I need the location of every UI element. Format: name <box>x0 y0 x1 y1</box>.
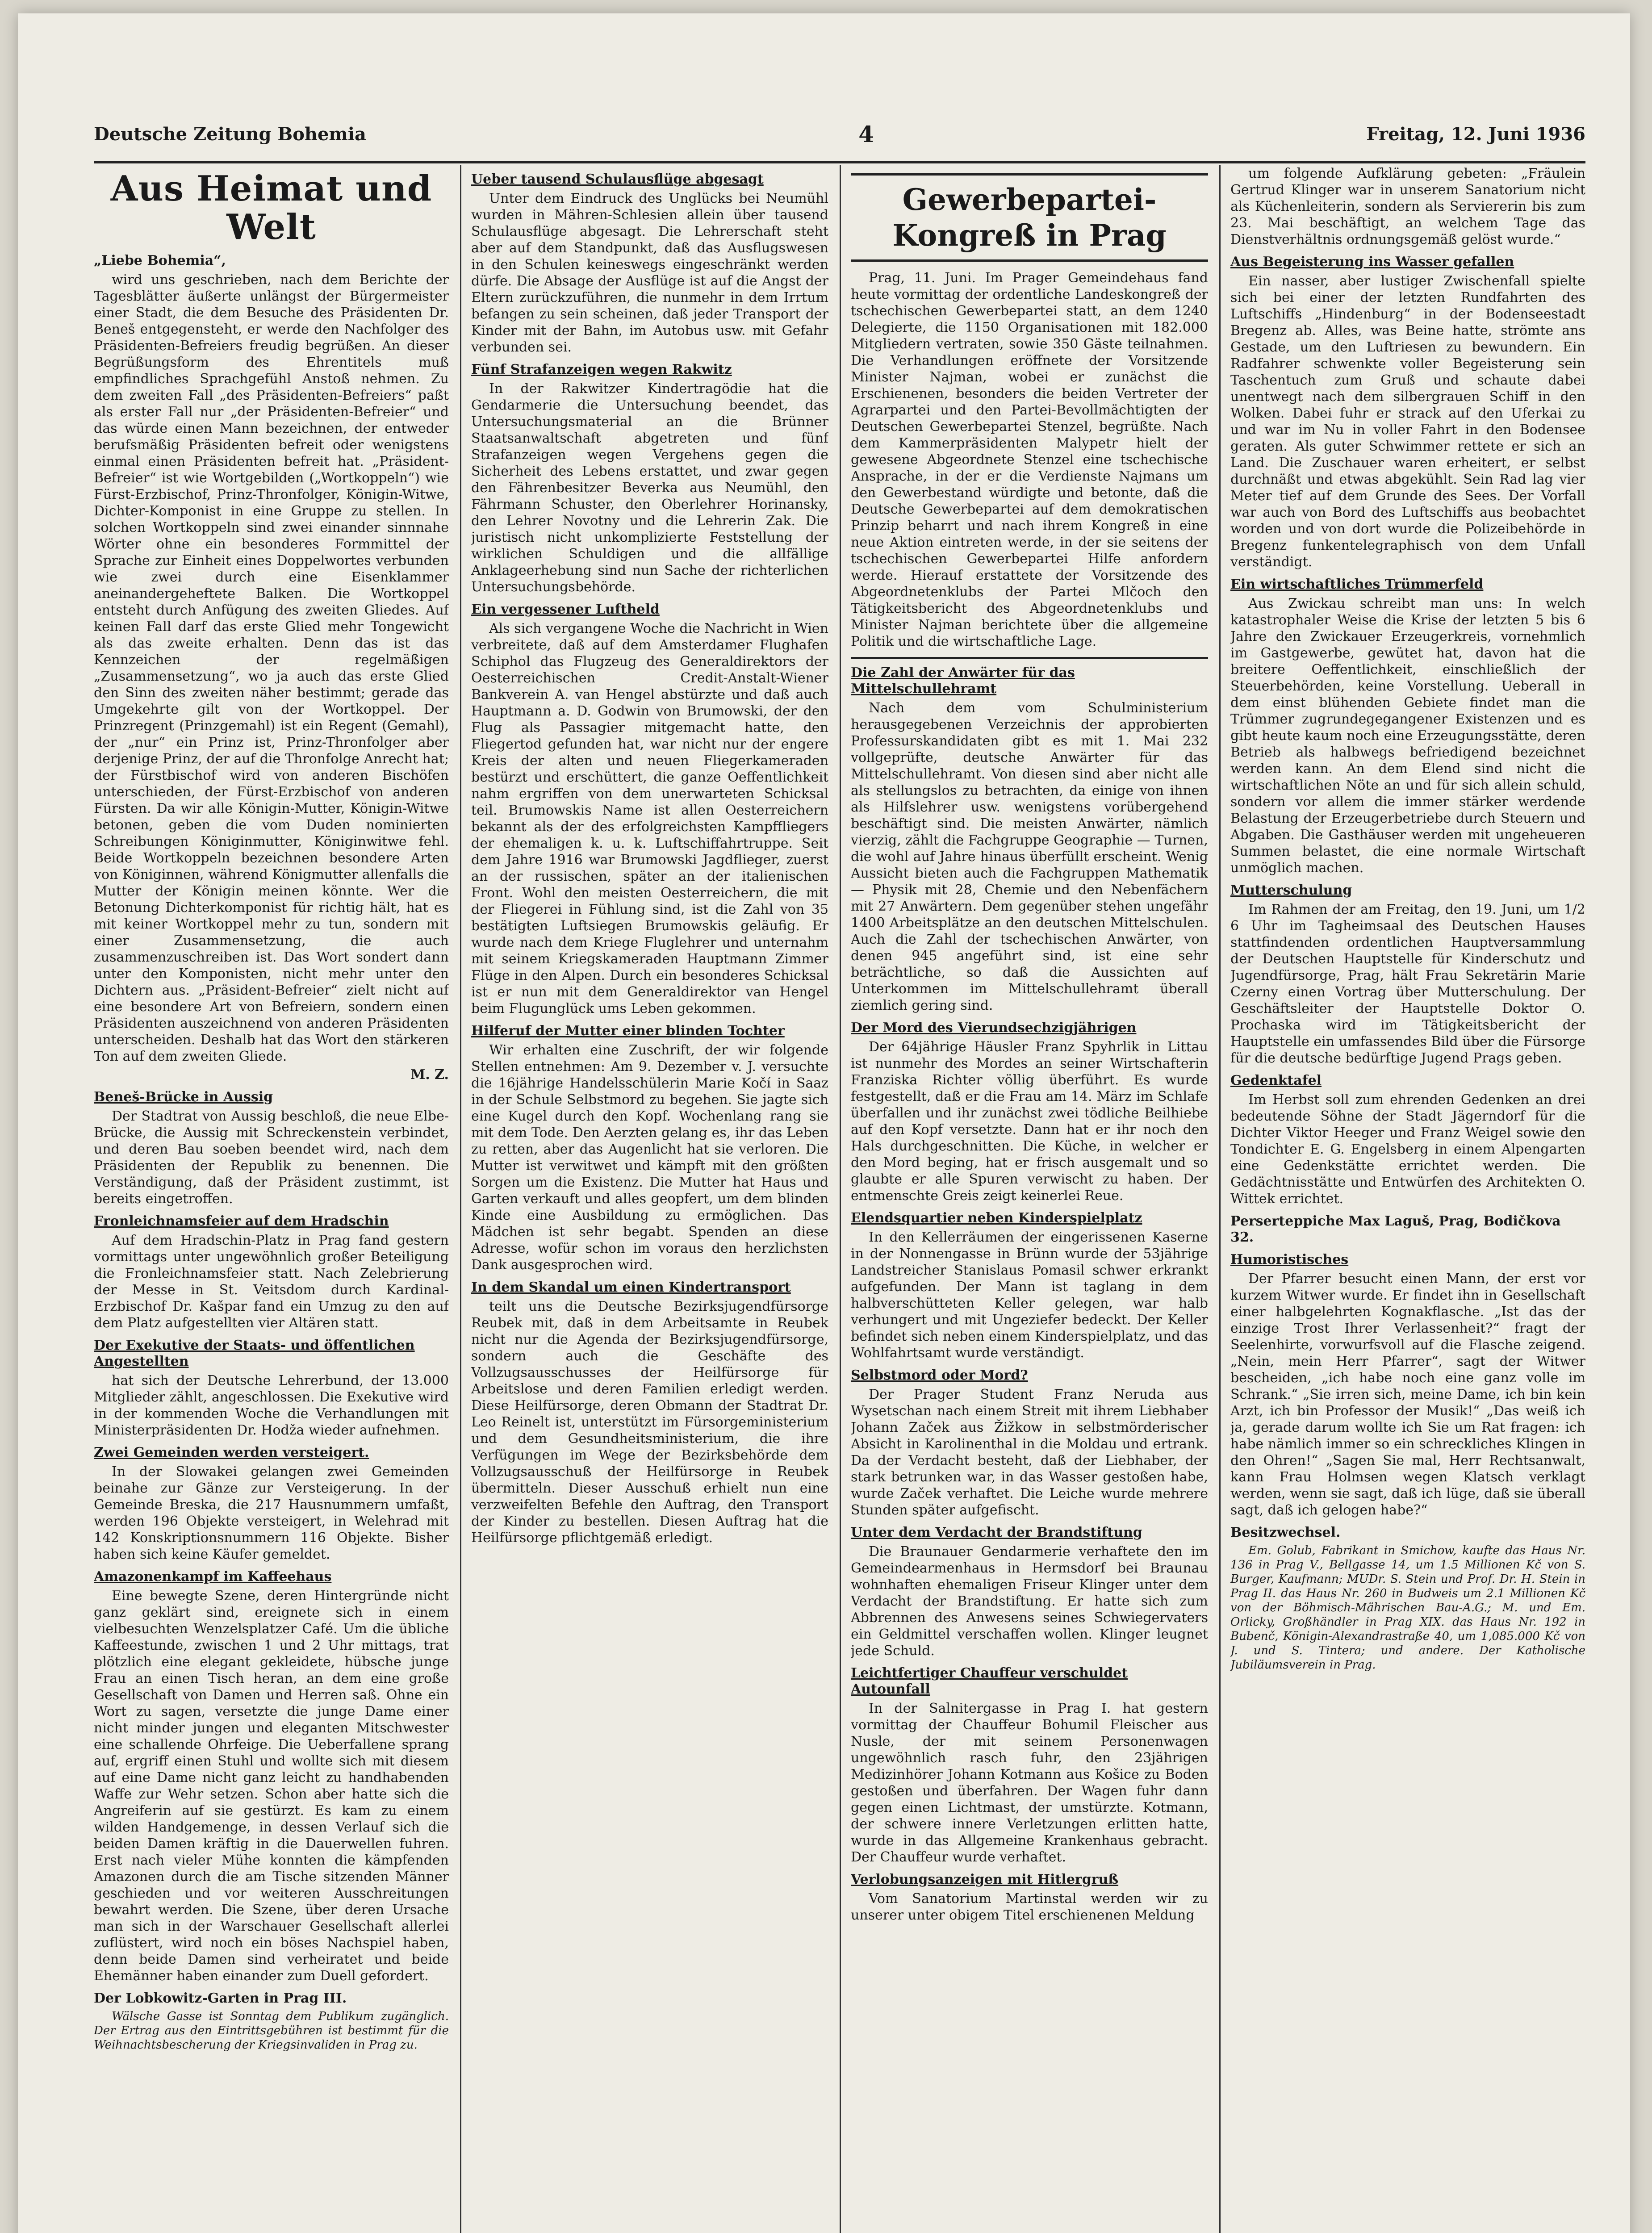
columns <box>94 165 1585 2233</box>
article-body: Vom Sanatorium Martinstal werden wir zu unserer unter obigem Titel erschienenen Meldung <box>851 1891 1208 1923</box>
newspaper-page <box>18 13 1630 2233</box>
article-body: Ein nasser, aber lustiger Zwischenfall spielte sich bei einer der letzten Rundfahrten des Luftschiffs „Hindenburg“ in der Bodenseestadt Bregenz ab. Alles, was Beine hatte, strömte ans Gestade, um den Luftriesen zu bewundern. Ein Radfahrer schwenkte voller Begeisterung sein Taschentuch zum Gruß und schaute dabei unentwegt nach dem silbergrauen Schiff in den Wolken. Dabei fuhr er strack auf den Uferkai zu und war im Nu in voller Fahrt in den Bodensee geraten. Als guter Schwimmer rettete er sich an Land. Die Zuschauer waren erheitert, er selbst durchnäßt und etwas abgekühlt. Sein Rad lag vier Meter tief auf dem Grunde des Sees. Der Vorfall war auch von Bord des Luftschiffs aus beobachtet worden und von dort wurde die Polizeibehörde in Bregenz funkentelegraphisch von dem Unfall verständigt. <box>1230 273 1585 570</box>
article-headline: Der Exekutive der Staats- und öffentlichen Angestellten <box>94 1338 415 1369</box>
article-signature: M. Z. <box>410 1067 449 1083</box>
column-2 <box>471 165 828 2233</box>
column-3 <box>851 165 1208 2233</box>
article-body: Eine bewegte Szene, deren Hintergründe nicht ganz geklärt sind, ereignete sich in einem vielbesuchten Wenzelsplatzer Café. Um die übliche Kaffeestunde, zwischen 1 und 2 Uhr mittags, trat plötzlich eine elegant gekleidete, hübsche junge Frau an einen Tisch heran, an dem eine große Gesellschaft von Damen und Herren saß. Ohne ein Wort zu sagen, versetzte die junge Dame einer nicht minder jungen und eleganten Mitschwester eine schallende Ohrfeige. Die Ueberfallene sprang auf, ergriff einen Stuhl und wollte sich mit diesem auf eine Dame nicht ganz leicht zu handhabenden Waffe zur Wehr setzen. Schon aber hatte sich die Angreiferin auf sie gestürzt. Es kam zu einem wilden Handgemenge, in dessen Verlauf sich die beiden Damen kräftig in die Dauerwellen fuhren. Erst nach vieler Mühe konnten die kämpfenden Amazonen durch die am Tische sitzenden Männer geschieden und vor weiteren Ausschreitungen bewahrt werden. Die Szene, über deren Ursache man sich in der Warschauer Gesellschaft allerlei zuflüstert, wird noch ein böses Nachspiel haben, denn beide Damen sind verheiratet und beide Ehemänner haben einander zum Duell gefordert. <box>94 1588 449 1984</box>
article-headline: Besitzwechsel. <box>1230 1525 1341 1540</box>
article-headline: Ein wirtschaftliches Trümmerfeld <box>1230 577 1484 592</box>
article-body: Der Stadtrat von Aussig beschloß, die neue Elbe-Brücke, die Aussig mit Schreckenstein verbindet, und deren Bau soeben beendet wird, nach dem Präsidenten der Republik zu benennen. Die Verständigung, daß der Präsident zustimmt, ist bereits eingetroffen. <box>94 1108 449 1207</box>
issue-date: Freitag, 12. Juni 1936 <box>1366 123 1585 145</box>
article-headline: Der Lobkowitz-Garten in Prag III. <box>94 1990 347 2006</box>
article-body: In der Rakwitzer Kindertragödie hat die Gendarmerie die Untersuchung beendet, das Untersuchungsmaterial an die Brünner Staatsanwaltschaft abgetreten und fünf Strafanzeigen wegen Vergehens gegen die Sicherheit des Lebens erstattet, und zwar gegen den Fährenbesitzer Beverka aus Neumühl, den Fährmann Schuster, den Oberlehrer Horinansky, den Lehrer Novotny und die Lehrerin Zak. Die juristisch nicht unkomplizierte Feststellung der wirklichen Schuldigen und die allfällige Anklageerhebung sind nun Sache der richterlichen Untersuchungsbehörde. <box>471 381 828 595</box>
article-headline: Die Zahl der Anwärter für das Mittelschullehramt <box>851 665 1075 697</box>
article-body: teilt uns die Deutsche Bezirksjugendfürsorge Reubek mit, daß in dem Arbeitsamte in Reubek nicht nur die Agenda der Bezirksjugendfürsorge, sondern auch die Geschäfte des Vollzugsausschusses der Heilfürsorge für Arbeitslose und deren Familien erledigt werden. Diese Heilfürsorge, deren Obmann der Stadtrat Dr. Leo Reinelt ist, unterstützt im Fürsorgeministerium und dem Gesundheitsministerium, die ihre Verfügungen im Wege der Bezirksbehörde dem Vollzugsausschuß der Heilfürsorge in Reubek übermitteln. Dieser Ausschuß erhielt nun eine verzweifelten Befehle den Auftrag, den Transport der Kinder zu bestellen. Diesen Auftrag hat die Heilfürsorge pflichtgemäß erledigt. <box>471 1299 828 1546</box>
article-body: Der 64jährige Häusler Franz Spyhrlik in Littau ist nunmehr des Mordes an seiner Wirtschafterin Franziska Richter völlig überführt. Es wurde festgestellt, daß er die Frau am 14. März im Schlafe überfallen und ihr zunächst zwei tödliche Beilhiebe auf den Kopf versetzte. Dann hat er ihr noch den Hals durchgeschnitten. Die Küche, in welcher er den Mord beging, hat er frisch ausgemalt und so glaubte er alle Spuren verwischt zu haben. Der entmenschte Greis zeigt keinerlei Reue. <box>851 1039 1208 1204</box>
article-body: Als sich vergangene Woche die Nachricht in Wien verbreitete, daß auf dem Amsterdamer Flughafen Schiphol das Flugzeug des Generaldirektors der Oesterreichischen Credit-Anstalt-Wiener Bankverein A. van Hengel abstürzte und daß auch Hauptmann a. D. Godwin von Brumowski, der den Flug als Passagier mitgemacht hatte, den Fliegertod gefunden hat, war nicht nur der engere Kreis der alten und neuen Fliegerkameraden bestürzt und erschüttert, die ganze Oeffentlichkeit nahm ergriffen von dem unerwarteten Schicksal teil. Brumowskis Name ist allen Oesterreichern bekannt als der des erfolgreichsten Kampffliegers der ehemaligen k. u. k. Luftschiffahrtruppe. Seit dem Jahre 1916 war Brumowski Jagdflieger, zuerst an der russischen, später an der italienischen Front. Wohl den meisten Oesterreichern, die mit der Fliegerei in Fühlung sind, ist die Zahl von 35 bestätigten Luftsiegen Brumowskis geläufig. Er wurde nach dem Kriege Fluglehrer und unternahm mit seinem Kriegskameraden Hauptmann Zimmer Flüge in den Alpen. Durch ein besonderes Schicksal ist er nun mit dem Generaldirektor van Hengel beim Flugunglück ums Leben gekommen. <box>471 621 828 1016</box>
article-body: Im Herbst soll zum ehrenden Gedenken an drei bedeutende Söhne der Stadt Jägerndorf für die Dichter Viktor Heeger und Franz Weigel sowie den Tondichter E. G. Engelsberg in einem Alpengarten eine Gedenkstätte errichtet werden. Die Gedächtnisstätte und Entwürfen des Architekten O. Wittek errichtet. <box>1230 1092 1585 1207</box>
article-headline: „Liebe Bohemia“, <box>94 253 226 268</box>
article-body: Prag, 11. Juni. Im Prager Gemeindehaus fand heute vormittag der ordentliche Landeskongreß der tschechischen Gewerbepartei statt, an dem 1240 Delegierte, die 1150 Organisationen mit 182.000 Mitgliedern vertraten, sowie 350 Gäste teilnahmen. Die Verhandlungen eröffnete der Vorsitzende Minister Najman, wobei er zunächst die Erschienenen, besonders die beiden Vertreter der Agrarpartei und den Partei-Bevollmächtigten der Deutschen Gewerbepartei Stenzel, begrüßte. Nach dem Kammerpräsidenten Malypetr hielt der gewesene Abgeordnete Stenzel eine tschechische Ansprache, in der er die Verdienste Najmans um den Gewerbestand würdigte und betonte, daß die Deutsche Gewerbepartei auf dem demokratischen Prinzip beharrt und nach ihrem Kongreß in eine neue Aktion eintreten werde, in der sie seitens der tschechischen Gewerbepartei Hilfe anfordern werde. Hierauf erstattete der Vorsitzende des Abgeordnetenklubs der Partei Mlčoch den Tätigkeitsbericht des Abgeordnetenklubs und Minister Najman berichtete über die allgemeine Politik und die wirtschaftliche Lage. <box>851 270 1208 649</box>
article-headline: Amazonenkampf im Kaffeehaus <box>94 1569 332 1585</box>
article-body: Im Rahmen der am Freitag, den 19. Juni, um 1/2 6 Uhr im Tagheimsaal des Deutschen Hauses stattfindenden ordentlichen Hauptversammlung der Deutschen Hauptstelle für Kinderschutz und Jugendfürsorge, Prag, hält Frau Sekretärin Marie Czerny einen Vortrag über Mutterschulung. Der Geschäftsleiter der Hauptstelle Doktor O. Prochaska wird im Tätigkeitsbericht der Hauptstelle ein umfassendes Bild über die Fürsorge für die deutsche bedürftige Jugend Prags geben. <box>1230 902 1585 1066</box>
article-body: hat sich der Deutsche Lehrerbund, der 13.000 Mitglieder zählt, angeschlossen. Die Exekutive wird in der kommenden Woche die Verhandlungen mit Ministerpräsidenten Dr. Hodža wieder aufnehmen. <box>94 1373 449 1438</box>
article-headline: Elendsquartier neben Kinderspielplatz <box>851 1210 1142 1226</box>
article-headline: In dem Skandal um einen Kindertransport <box>471 1280 791 1295</box>
section-title: Aus Heimat und Welt <box>110 168 432 247</box>
lead-headline: Gewerbepartei-Kongreß in Prag <box>851 173 1208 262</box>
article-headline: Ein vergessener Luftheld <box>471 602 660 617</box>
article-headline: Ueber tausend Schulausflüge abgesagt <box>471 171 764 187</box>
article-headline: Fronleichnamsfeier auf dem Hradschin <box>94 1213 389 1229</box>
article-headline: Zwei Gemeinden werden versteigert. <box>94 1445 369 1460</box>
advertisement-line: Perserteppiche Max Laguš, Prag, Bodičkova 32. <box>1230 1213 1561 1245</box>
article-body: Der Pfarrer besucht einen Mann, der erst vor kurzem Witwer wurde. Er findet ihn in Gesellschaft einer halbgelehrten Kognakflasche. „Ist das der einzige Trost Ihrer Verlassenheit?“ fragt der Seelenhirte, vorwurfsvoll auf die Flasche zeigend. „Nein, mein Herr Pfarrer“, sagt der Witwer bescheiden, „ich habe noch eine ganz volle im Schrank.“ „Sie irren sich, meine Dame, ich bin kein Arzt, ich bin Professor der Musik!“ „Das weiß ich ja, gerade darum wollte ich Sie um Rat fragen: ich habe nämlich immer so ein schreckliches Klingen in den Ohren!“ „Sagen Sie mal, Herr Rechtsanwalt, kann Frau Holmsen wegen Klatsch verklagt werden, wenn sie sagt, daß ich lüge, daß sie überall sagt, daß ich gelogen habe?“ <box>1230 1271 1585 1518</box>
column-rule <box>460 165 461 2233</box>
column-4 <box>1230 165 1585 2233</box>
article-body: um folgende Aufklärung gebeten: „Fräulein Gertrud Klinger war in unserem Sanatorium nicht als Küchenleiterin, sondern als Serviererin bis zum 23. Mai beschäftigt, an welchem Tage das Dienstverhältnis ordnungsgemäß gelöst wurde.“ <box>1230 166 1585 247</box>
article-body: Wälsche Gasse ist Sonntag dem Publikum zugänglich. Der Ertrag aus den Eintrittsgebühren ist bestimmt für die Weihnachtsbescherung der Kriegsinvaliden in Prag zu. <box>94 2010 449 2052</box>
article-headline: Gedenktafel <box>1230 1073 1322 1088</box>
article-body: Nach dem vom Schulministerium herausgegebenen Verzeichnis der approbierten Professurskandidaten gibt es mit 1. Mai 232 vollgeprüfte, deutsche Anwärter für das Mittelschullehramt. Von diesen sind aber nicht alle als stellungslos zu betrachten, da einige von ihnen als Hilfslehrer usw. wenigstens vorübergehend beschäftigt sind. Die meisten Anwärter, nämlich vierzig, zählt die Fachgruppe Geographie — Turnen, die wohl auf Jahre hinaus überfüllt erscheint. Wenig Aussicht bieten auch die Fachgruppen Mathematik — Physik mit 28, Chemie und den Nebenfächern mit 27 Anwärtern. Dem gegenüber stehen ungefähr 1400 Arbeitsplätze an den deutschen Mittelschulen. Auch die Zahl der tschechischen Anwärter, von denen 945 angeführt sind, ist eine sehr beträchtliche, so daß die Aussichten auf Unterkommen im Mittelschullehramt überall ziemlich gering sind. <box>851 700 1208 1013</box>
newspaper-name: Deutsche Zeitung Bohemia <box>94 123 366 145</box>
article-body: Aus Zwickau schreibt man uns: In welch katastrophaler Weise die Krise der letzten 5 bis 6 Jahre den Zwickauer Erzeugerkreis, vornehmlich im Gastgewerbe, gewütet hat, davon hat die breitere Oeffentlichkeit, einschließlich der Steuerbehörden, keine Vorstellung. Ueberall in dem einst blühenden Gebiete findet man die Trümmer zugrundegegangener Existenzen und es gibt heute kaum noch eine Erzeugungsstätte, deren Betrieb als halbwegs befriedigend bezeichnet werden kann. An dem Elend sind nicht die wirtschaftlichen Nöte an und für sich allein schuld, sondern vor allem die immer stärker werdende Belastung der Erzeugerbetriebe durch Steuern und Abgaben. Die Gasthäuser werden mit ungeheueren Summen belastet, die eine normale Wirtschaft unmöglich machen. <box>1230 596 1585 876</box>
article-headline: Verlobungsanzeigen mit Hitlergruß <box>851 1872 1119 1887</box>
article-body: Der Prager Student Franz Neruda aus Wysetschan nach einem Streit mit ihrem Liebhaber Johann Začek aus Žižkow in selbstmörderischer Absicht in Karolinenthal in die Moldau und ertrank. Da der Verdacht besteht, daß der Liebhaber, der stark betrunken war, in das Wasser gestoßen habe, wurde Začek verhaftet. Die Leiche wurde mehrere Stunden später aufgefischt. <box>851 1387 1208 1518</box>
article-body: In der Salnitergasse in Prag I. hat gestern vormittag der Chauffeur Bohumil Fleischer aus Nusle, der mit seinem Personenwagen ungewöhnlich rasch fuhr, den 23jährigen Medizinhörer Johann Kotmann aus Košice zu Boden gestoßen und überfahren. Der Wagen fuhr dann gegen einen Lichtmast, der umstürzte. Kotmann, der schwere innere Verletzungen erlitten hatte, wurde in das Allgemeine Krankenhaus gebracht. Der Chauffeur wurde verhaftet. <box>851 1701 1208 1865</box>
article-headline: Humoristisches <box>1230 1252 1349 1267</box>
column-rule <box>840 165 841 2233</box>
article-headline: Unter dem Verdacht der Brandstiftung <box>851 1525 1142 1540</box>
column-rule <box>1219 165 1221 2233</box>
article-headline: Aus Begeisterung ins Wasser gefallen <box>1230 254 1514 270</box>
article-body: In den Kellerräumen der eingerissenen Kaserne in der Nonnengasse in Brünn wurde der 53jährige Landstreicher Stanislaus Pomasil schwer erkrankt aufgefunden. Der Mann ist taglang in dem halbverschütteten Keller gelegen, war halb verhungert und mit Ungeziefer bedeckt. Der Keller befindet sich neben einem Kinderspielplatz, und das Wohlfahrtsamt wurde verständigt. <box>851 1229 1208 1361</box>
page-number: 4 <box>858 121 874 147</box>
article-body: Wir erhalten eine Zuschrift, der wir folgende Stellen entnehmen: Am 9. Dezember v. J. versuchte die 16jährige Handelsschülerin Marie Kočí in Saaz in der Schule Selbstmord zu begehen. Sie jagte sich eine Kugel durch den Kopf. Wochenlang rang sie mit dem Tode. Den Aerzten gelang es, ihr das Leben zu retten, aber das Augenlicht hat sie verloren. Die Mutter ist verwitwet und kämpft mit den größten Sorgen um die Existenz. Die Mutter hat Haus und Garten verkauft und alles geopfert, um dem blinden Kinde eine Ausbildung zu ermöglichen. Das Mädchen ist sehr begabt. Spenden an diese Adresse, wofür schon im voraus den herzlichsten Dank ausgesprochen wird. <box>471 1042 828 1273</box>
divider <box>851 657 1208 659</box>
column-1 <box>94 165 449 2233</box>
masthead <box>94 107 1585 163</box>
article-body: Auf dem Hradschin-Platz in Prag fand gestern vormittags unter ungewöhnlich großer Beteiligung die Fronleichnamsfeier statt. Nach Zelebrierung der Messe in St. Veitsdom durch Kardinal-Erzbischof Dr. Kašpar fand ein Umzug zu den auf dem Platz aufgestellten vier Altären statt. <box>94 1233 449 1331</box>
article-body: wird uns geschrieben, nach dem Berichte der Tagesblätter äußerte unlängst der Bürgermeister einer Stadt, die dem Besuche des Präsidenten Dr. Beneš entgegensteht, er werde den Nachfolger des Präsidenten-Befreiers freudig begrüßen. An dieser Begrüßungsform des Ehrentitels muß empfindliches Sprachgefühl Anstoß nehmen. Zu dem zweiten Fall „des Präsidenten-Befreiers“ paßt als erster Fall nur „der Präsidenten-Befreier“ und das würde einen Mann bezeichnen, der entweder berufsmäßig Präsidenten befreit oder wenigstens einmal einen Präsidenten befreit hat. „Präsident-Befreier“ ist wie Wortgebilden („Wortkoppeln“) wie Fürst-Erzbischof, Prinz-Thronfolger, Königin-Witwe, Dichter-Komponist in eine Gruppe zu stellen. In solchen Wortkoppeln sind zwei einander sinnnahe Wörter ohne ein besonderes Formmittel der Sprache zur Einheit eines Doppelwortes verbunden wie zwei durch eine Eisenklammer aneinandergeheftete Balken. Die Wortkoppel entsteht durch Anfügung des zweiten Gliedes. Auf keinen Fall darf das erste Glied mehr Tongewicht als das zweite erhalten. Denn das ist das Kennzeichen der regelmäßigen „Zusammensetzung“, wo ja auch das erste Glied den Sinn des zweiten näher bestimmt; gerade das Umgekehrte gilt von der Wortkoppel. Der Prinzregent (Prinzgemahl) ist ein Regent (Gemahl), der „nur“ ein Prinz ist, Prinz-Thronfolger aber derjenige Prinz, der auf die Thronfolge Anrecht hat; der Fürstbischof wird von anderen Bischöfen unterschieden, der Fürst-Erzbischof von anderen Fürsten. Da wir alle Königin-Mutter, Königin-Witwe betonen, geben die vom Duden nominierten Schreibungen Königinmutter, Königinwitwe fehl. Beide Wortkoppeln bezeichnen besondere Arten von Königinnen, während Königmutter allenfalls die Mutter der Königin meinen könnte. Wer die Betonung Dichterkomponist für richtig hält, hat es mit keiner Wortkoppel mehr zu tun, sondern mit einer Zusammensetzung, die auch zusammenzuschreiben ist. Das Wort sondert dann unter den Komponisten, nicht mehr unter den Dichtern aus. „Präsident-Befreier“ zielt nicht auf eine besondere Art von Befreiern, sondern einen Präsidenten auszeichnend von anderen Präsidenten unterscheiden. Deshalb hat das Wort den stärkeren Ton auf dem zweiten Gliede. <box>94 272 449 1064</box>
article-body: Die Braunauer Gendarmerie verhaftete den im Gemeindearmenhaus in Hermsdorf bei Braunau wohnhaften ehemaligen Friseur Klinger unter dem Verdacht der Brandstiftung. Er hatte sich zum Abbrennen des Anwesens seines Schwiegervaters ein Geldmittel verschaffen wollen. Klinger leugnet jede Schuld. <box>851 1544 1208 1659</box>
article-headline: Fünf Strafanzeigen wegen Rakwitz <box>471 362 732 377</box>
article-headline: Selbstmord oder Mord? <box>851 1367 1028 1383</box>
article-headline: Beneš-Brücke in Aussig <box>94 1089 273 1105</box>
article-headline: Der Mord des Vierundsechzigjährigen <box>851 1020 1137 1036</box>
article-headline: Leichtfertiger Chauffeur verschuldet Autounfall <box>851 1665 1128 1697</box>
article-body: Unter dem Eindruck des Unglücks bei Neumühl wurden in Mähren-Schlesien allein über tausend Schulausflüge abgesagt. Die Lehrerschaft steht aber auf dem Standpunkt, daß das Ausflugswesen in den Schulen keineswegs eingeschränkt werden dürfe. Die Absage der Ausflüge ist auf die Angst der Eltern zurückzuführen, die nunmehr in dem Irrtum befangen zu sein scheinen, daß jeder Transport der Kinder mit der Bahn, im Autobus usw. mit Gefahr verbunden sei. <box>471 191 828 355</box>
article-body: Em. Golub, Fabrikant in Smichow, kaufte das Haus Nr. 136 in Prag V., Bellgasse 14, um 1.5 Millionen Kč von S. Burger, Kaufmann; MUDr. S. Stein und Prof. Dr. H. Stein in Prag II. das Haus Nr. 260 in Budweis um 2.1 Millionen Kč von der Böhmisch-Mährischen Bau-A.G.; M. und Em. Orlicky, Großhändler in Prag XIX. das Haus Nr. 192 in Bubenč, Königin-Alexandrastraße 40, um 1,085.000 Kč von J. und S. Tintera; und andere. Der Katholische Jubiläumsverein in Prag. <box>1230 1544 1585 1672</box>
article-headline: Mutterschulung <box>1230 882 1352 898</box>
article-headline: Hilferuf der Mutter einer blinden Tochter <box>471 1023 785 1039</box>
article-body: In der Slowakei gelangen zwei Gemeinden beinahe zur Gänze zur Versteigerung. In der Gemeinde Breska, die 217 Hausnummern umfaßt, werden 196 Objekte versteigert, in Welehrad mit 142 Konskriptionsnummern 116 Objekte. Bisher haben sich keine Käufer gemeldet. <box>94 1464 449 1562</box>
